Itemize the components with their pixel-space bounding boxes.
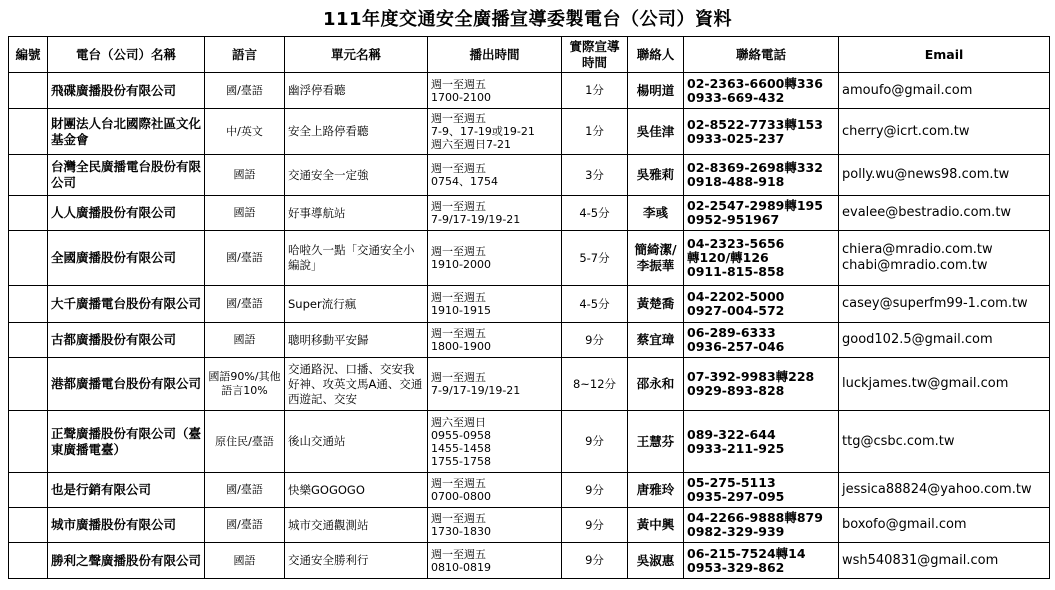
- cell-contact: 蔡宜璋: [628, 323, 684, 358]
- header-lang: 語言: [205, 37, 285, 73]
- cell-contact: 王慧芬: [628, 411, 684, 473]
- cell-duration: 9分: [562, 411, 628, 473]
- cell-org: 港都廣播電台股份有限公司: [48, 358, 205, 411]
- cell-lang: 國語90%/其他語言10%: [205, 358, 285, 411]
- cell-org: 古都廣播股份有限公司: [48, 323, 205, 358]
- cell-duration: 4-5分: [562, 196, 628, 231]
- cell-time: 週六至週日 0955-0958 1455-1458 1755-1758: [428, 411, 562, 473]
- cell-lang: 國語: [205, 196, 285, 231]
- header-contact: 聯絡人: [628, 37, 684, 73]
- cell-duration: 9分: [562, 323, 628, 358]
- cell-email: chiera@mradio.com.tw chabi@mradio.com.tw: [839, 231, 1050, 286]
- cell-time: 週一至週五 0754、1754: [428, 155, 562, 196]
- cell-no: [9, 109, 48, 155]
- cell-lang: 國/臺語: [205, 231, 285, 286]
- cell-phone: 04-2202-5000 0927-004-572: [684, 286, 839, 323]
- cell-duration: 9分: [562, 543, 628, 579]
- cell-phone: 02-8522-7733轉153 0933-025-237: [684, 109, 839, 155]
- cell-no: [9, 323, 48, 358]
- table-row: [9, 286, 1050, 323]
- cell-contact: 吳雅莉: [628, 155, 684, 196]
- cell-duration: 1分: [562, 73, 628, 109]
- cell-contact: 黃楚喬: [628, 286, 684, 323]
- cell-duration: 3分: [562, 155, 628, 196]
- table-row: [9, 411, 1050, 473]
- cell-lang: 國/臺語: [205, 473, 285, 508]
- cell-email: cherry@icrt.com.tw: [839, 109, 1050, 155]
- cell-email: evalee@bestradio.com.tw: [839, 196, 1050, 231]
- cell-org: 台灣全民廣播電台股份有限公司: [48, 155, 205, 196]
- cell-time: 週一至週五 7-9、17-19或19-21 週六至週日7-21: [428, 109, 562, 155]
- cell-lang: 中/英文: [205, 109, 285, 155]
- cell-no: [9, 155, 48, 196]
- cell-email: casey@superfm99-1.com.tw: [839, 286, 1050, 323]
- table-row: [9, 73, 1050, 109]
- cell-org: 人人廣播股份有限公司: [48, 196, 205, 231]
- cell-duration: 8~12分: [562, 358, 628, 411]
- cell-unit: 交通安全勝利行: [285, 543, 428, 579]
- cell-contact: 吳淑惠: [628, 543, 684, 579]
- cell-lang: 國/臺語: [205, 286, 285, 323]
- cell-time: 週一至週五 7-9/17-19/19-21: [428, 196, 562, 231]
- station-table: [8, 36, 1050, 579]
- cell-email: polly.wu@news98.com.tw: [839, 155, 1050, 196]
- cell-no: [9, 411, 48, 473]
- cell-phone: 04-2266-9888轉879 0982-329-939: [684, 508, 839, 543]
- table-row: [9, 543, 1050, 579]
- cell-unit: 後山交通站: [285, 411, 428, 473]
- cell-lang: 國語: [205, 323, 285, 358]
- cell-phone: 04-2323-5656 轉120/轉126 0911-815-858: [684, 231, 839, 286]
- cell-lang: 國/臺語: [205, 73, 285, 109]
- cell-no: [9, 358, 48, 411]
- cell-duration: 1分: [562, 109, 628, 155]
- cell-org: 飛碟廣播股份有限公司: [48, 73, 205, 109]
- cell-org: 正聲廣播股份有限公司（臺東廣播電臺）: [48, 411, 205, 473]
- table-row: [9, 231, 1050, 286]
- cell-no: [9, 473, 48, 508]
- cell-unit: 好事導航站: [285, 196, 428, 231]
- cell-phone: 089-322-644 0933-211-925: [684, 411, 839, 473]
- header-unit: 單元名稱: [285, 37, 428, 73]
- cell-no: [9, 73, 48, 109]
- cell-org: 大千廣播電台股份有限公司: [48, 286, 205, 323]
- cell-duration: 9分: [562, 508, 628, 543]
- cell-duration: 9分: [562, 473, 628, 508]
- cell-unit: 交通路況、口播、交安我好神、攻英文馬A通、交通西遊記、交安: [285, 358, 428, 411]
- cell-phone: 06-215-7524轉14 0953-329-862: [684, 543, 839, 579]
- header-org: 電台（公司）名稱: [48, 37, 205, 73]
- cell-unit: 聰明移動平安歸: [285, 323, 428, 358]
- table-row: [9, 323, 1050, 358]
- cell-time: 週一至週五 0700-0800: [428, 473, 562, 508]
- header-no: 編號: [9, 37, 48, 73]
- cell-lang: 原住民/臺語: [205, 411, 285, 473]
- cell-phone: 06-289-6333 0936-257-046: [684, 323, 839, 358]
- header-email: Email: [839, 37, 1050, 73]
- cell-phone: 02-2547-2989轉195 0952-951967: [684, 196, 839, 231]
- cell-time: 週一至週五 0810-0819: [428, 543, 562, 579]
- cell-org: 城市廣播股份有限公司: [48, 508, 205, 543]
- cell-unit: 交通安全一定強: [285, 155, 428, 196]
- cell-contact: 邵永和: [628, 358, 684, 411]
- table-row: [9, 473, 1050, 508]
- cell-time: 週一至週五 1730-1830: [428, 508, 562, 543]
- table-row: [9, 508, 1050, 543]
- cell-org: 勝利之聲廣播股份有限公司: [48, 543, 205, 579]
- cell-unit: 快樂GOGOGO: [285, 473, 428, 508]
- cell-time: 週一至週五 1700-2100: [428, 73, 562, 109]
- cell-org: 全國廣播股份有限公司: [48, 231, 205, 286]
- cell-no: [9, 231, 48, 286]
- cell-unit: 哈啦久一點「交通安全小編說」: [285, 231, 428, 286]
- cell-time: 週一至週五 1910-2000: [428, 231, 562, 286]
- cell-unit: 城市交通觀測站: [285, 508, 428, 543]
- table-header-row: [9, 37, 1050, 73]
- cell-email: jessica88824@yahoo.com.tw: [839, 473, 1050, 508]
- cell-email: good102.5@gmail.com: [839, 323, 1050, 358]
- cell-phone: 02-2363-6600轉336 0933-669-432: [684, 73, 839, 109]
- cell-time: 週一至週五 1800-1900: [428, 323, 562, 358]
- cell-email: ttg@csbc.com.tw: [839, 411, 1050, 473]
- cell-no: [9, 196, 48, 231]
- cell-lang: 國語: [205, 155, 285, 196]
- table-body: [9, 73, 1050, 579]
- cell-email: wsh540831@gmail.com: [839, 543, 1050, 579]
- cell-phone: 05-275-5113 0935-297-095: [684, 473, 839, 508]
- cell-unit: 安全上路停看聽: [285, 109, 428, 155]
- cell-time: 週一至週五 1910-1915: [428, 286, 562, 323]
- cell-contact: 唐雅玲: [628, 473, 684, 508]
- cell-phone: 07-392-9983轉228 0929-893-828: [684, 358, 839, 411]
- cell-lang: 國語: [205, 543, 285, 579]
- cell-contact: 李彧: [628, 196, 684, 231]
- header-phone: 聯絡電話: [684, 37, 839, 73]
- cell-org: 財團法人台北國際社區文化基金會: [48, 109, 205, 155]
- cell-unit: Super流行瘋: [285, 286, 428, 323]
- header-time: 播出時間: [428, 37, 562, 73]
- cell-time: 週一至週五 7-9/17-19/19-21: [428, 358, 562, 411]
- cell-no: [9, 543, 48, 579]
- cell-no: [9, 286, 48, 323]
- cell-contact: 黃中興: [628, 508, 684, 543]
- cell-unit: 幽浮停看聽: [285, 73, 428, 109]
- cell-lang: 國/臺語: [205, 508, 285, 543]
- table-row: [9, 155, 1050, 196]
- cell-duration: 5-7分: [562, 231, 628, 286]
- page-title: 111年度交通安全廣播宣導委製電台（公司）資料: [322, 9, 733, 30]
- cell-contact: 簡綺潔/李振華: [628, 231, 684, 286]
- cell-no: [9, 508, 48, 543]
- cell-org: 也是行銷有限公司: [48, 473, 205, 508]
- table-row: [9, 358, 1050, 411]
- header-duration: 實際宣導時間: [562, 37, 628, 73]
- cell-email: luckjames.tw@gmail.com: [839, 358, 1050, 411]
- table-row: [9, 196, 1050, 231]
- cell-email: amoufo@gmail.com: [839, 73, 1050, 109]
- cell-phone: 02-8369-2698轉332 0918-488-918: [684, 155, 839, 196]
- cell-contact: 吳佳津: [628, 109, 684, 155]
- cell-contact: 楊明道: [628, 73, 684, 109]
- cell-duration: 4-5分: [562, 286, 628, 323]
- cell-email: boxofo@gmail.com: [839, 508, 1050, 543]
- table-row: [9, 109, 1050, 155]
